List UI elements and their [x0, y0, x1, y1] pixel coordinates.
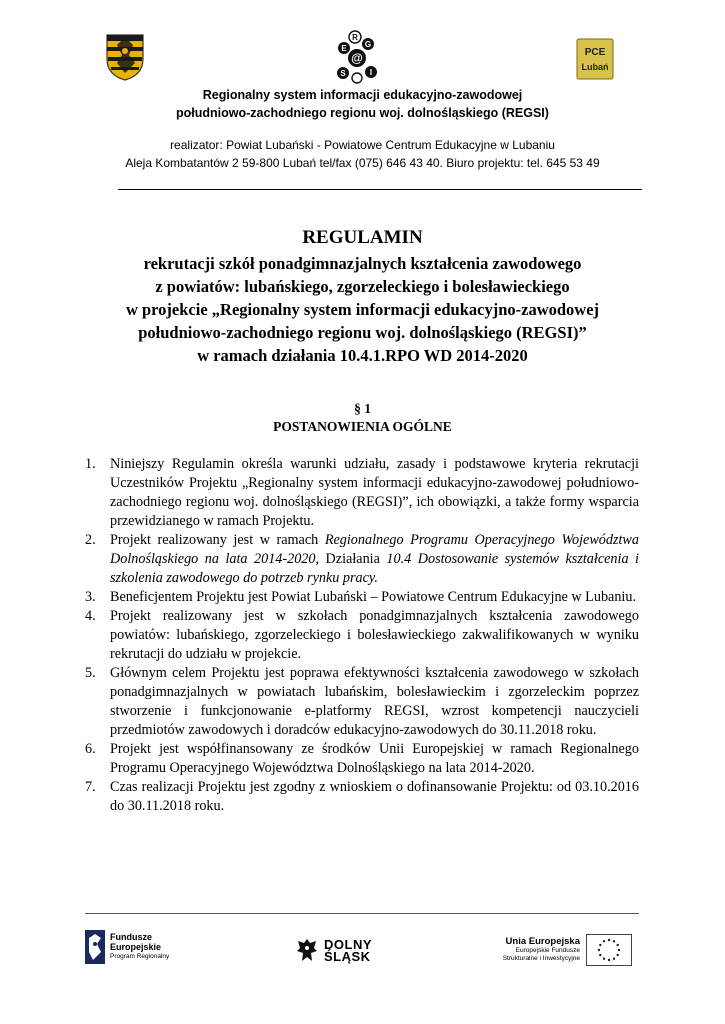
item-number: 2. [85, 532, 96, 548]
ds-line2: ŚLĄSK [324, 949, 371, 964]
item-number: 3. [85, 589, 96, 605]
regsi-letter: I [369, 68, 373, 77]
fe-star-icon [85, 930, 105, 964]
ue-line1: Europejskie Fundusze [515, 947, 580, 954]
document-title: REGULAMIN [302, 227, 423, 248]
item-number: 4. [85, 608, 96, 624]
dolny-slask-logo [296, 937, 386, 965]
eu-flag-icon [586, 934, 632, 966]
ue-title: Unia Europejska [505, 936, 580, 947]
ue-line2: Strukturalne i Inwestycyjne [502, 955, 580, 962]
regsi-letter: G [364, 40, 372, 49]
item-text: Czas realizacji Projektu jest zgodny z wnioskiem o dofinansowanie Projektu: od 03.10.2016 do 30.11.2018 roku. [110, 779, 639, 814]
item-text: Beneficjentem Projektu jest Powiat Lubański – Powiatowe Centrum Edukacyjne w Lubaniu. [110, 589, 637, 605]
item-number: 5. [85, 665, 96, 681]
regsi-letter: @ [351, 51, 363, 65]
fe-line3: Program Regionalny [110, 953, 170, 960]
regsi-logo [331, 30, 383, 84]
list-item [85, 740, 639, 778]
eagle-icon [296, 937, 318, 963]
luban-text: Lubań [581, 62, 609, 72]
item-text: Projekt realizowany jest w szkołach ponadgimnazjalnych kształcenia zawodowego powiatów: lubańskiego, zgorzeleckiego i bolesławieckiego zakwalifikowanych w wyniku rekrutacji do udziału w projekcie. [110, 608, 639, 662]
list-item [85, 455, 639, 531]
header-divider [118, 189, 642, 190]
item-text: Głównym celem Projektu jest poprawa efektywności kształcenia zawodowego w szkołach ponadgimnazjalnych w powiatach lubańskim, bolesławieckim i zgorzeleckim poprzez stworzenie i funkcjonowanie e-platformy REGSI, wzrost kompetencji nauczycieli przedmiotów zawodowych i doradców edukacyjno-zawodowych do 30.11.2018 roku. [110, 665, 639, 738]
regsi-letter: E [341, 44, 347, 53]
fundusze-europejskie-logo [85, 928, 195, 968]
coat-of-arms-logo [105, 33, 145, 81]
list-item [85, 664, 639, 740]
item-text: Projekt jest współfinansowany ze środków Unii Europejskiej w ramach Regionalnego Programu Operacyjnego Województwa Dolnośląskiego na lata 2014-2020. [110, 741, 639, 776]
unia-europejska-logo [480, 932, 640, 970]
title-line2: z powiatów: lubańskiego, zgorzeleckiego i bolesławieckiego [155, 277, 570, 296]
section-number: § 1 [354, 401, 371, 416]
regsi-letter: S [340, 69, 346, 78]
pce-luban-logo [576, 38, 614, 80]
coat-of-arms-icon [105, 33, 145, 81]
title-line4: południowo-zachodniego regionu woj. dolnośląskiego (REGSI)” [138, 323, 587, 342]
regsi-letter: R [352, 33, 358, 42]
title-line1: rekrutacji szkół ponadgimnazjalnych kształcenia zawodowego [143, 254, 582, 273]
header-title-line1: Regionalny system informacji edukacyjno-zawodowej [202, 88, 523, 102]
item-text: Projekt realizowany jest w ramach Regionalnego Programu Operacyjnego Województwa Dolnośląskiego na lata 2014-2020, Działania 10.4 Dostosowanie systemów kształcenia i szkolenia zawodowego do potrzeb rynku pracy. [110, 532, 639, 586]
list-item [85, 778, 639, 816]
footer-divider [85, 913, 639, 914]
title-line3: w projekcie „Regionalny system informacji edukacyjno-zawodowej [125, 300, 600, 319]
item-number: 7. [85, 779, 96, 795]
list-item [85, 607, 639, 664]
item-number: 6. [85, 741, 96, 757]
list-item [85, 588, 639, 607]
header-info-line2: Aleja Kombatantów 2 59-800 Lubań tel/fax (075) 646 43 40. Biuro projektu: tel. 645 53 49 [125, 156, 600, 170]
fe-line1: Fundusze [110, 932, 152, 942]
provisions-list [85, 455, 639, 816]
list-item [85, 531, 639, 588]
ds-line1: DOLNY [324, 937, 372, 952]
regsi-circles-icon [331, 30, 383, 84]
pce-text: PCE [584, 47, 606, 58]
header-info-line1: realizator: Powiat Lubański - Powiatowe Centrum Edukacyjne w Lubaniu [170, 138, 555, 152]
header-title-line2: południowo-zachodniego regionu woj. dolnośląskiego (REGSI) [176, 106, 549, 120]
title-line5: w ramach działania 10.4.1.RPO WD 2014-2020 [197, 346, 528, 365]
item-text: Niniejszy Regulamin określa warunki udziału, zasady i podstawowe kryteria rekrutacji Uczestników Projektu „Regionalny system informacji edukacyjno-zawodowej południowo-zachodniego regionu woj. dolnośląskiego (REGSI)”, ich obowiązki, a także formy wsparcia przewidzianego w ramach Projektu. [110, 456, 639, 529]
section-heading: POSTANOWIENIA OGÓLNE [273, 419, 452, 434]
item-number: 1. [85, 456, 96, 472]
fe-line2: Europejskie [110, 942, 162, 952]
pce-badge-icon [576, 38, 614, 80]
